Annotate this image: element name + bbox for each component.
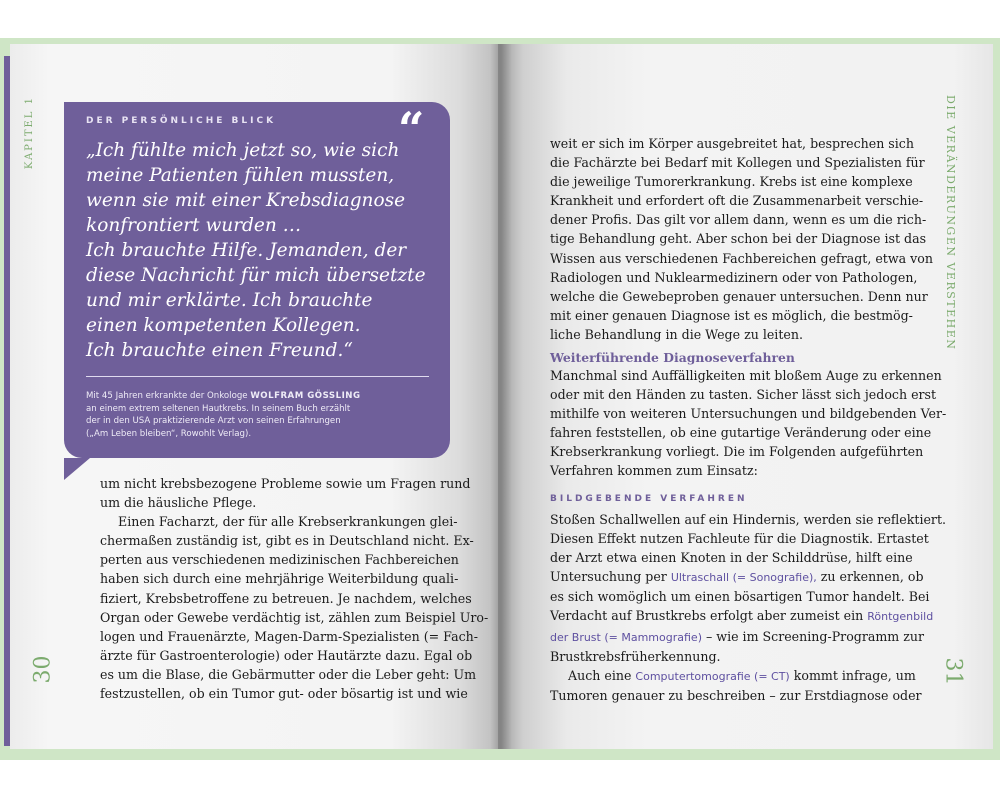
- text-run: Verdacht auf Brustkrebs erfolgt aber zumeist ein: [550, 608, 868, 624]
- text-line: Diesen Effekt nutzen Fachleute für die Diagnostik. Ertastet: [550, 531, 929, 547]
- gutter-shadow: [490, 44, 512, 749]
- text-run: – wie im Screening-Programm zur: [701, 628, 925, 644]
- text-line: Brustkrebsfrüherkennung.: [550, 648, 721, 664]
- quote-caption: [86, 390, 436, 440]
- text-line: [550, 666, 916, 686]
- text-line: die jeweilige Tumorerkrankung. Krebs ist eine komplexe: [550, 174, 913, 190]
- right-paragraph-1: [550, 134, 933, 344]
- text-line: die Fachärzte bei Bedarf mit Kollegen und Spezialisten für: [550, 155, 925, 171]
- running-head: DIE VERÄNDERUNGEN VERSTEHEN: [944, 95, 957, 351]
- text-line: ärzte für Gastroenterologie) oder Hautärzte dazu. Egal ob: [100, 647, 473, 663]
- text-line: es um die Blase, die Gebärmutter oder die Leber geht: Um: [100, 666, 477, 682]
- subsection-heading: BILDGEBENDE VERFAHREN: [550, 494, 748, 504]
- caption-line: der in den USA praktizierende Arzt von seinen Erfahrungen: [86, 416, 341, 427]
- text-line: weit er sich im Körper ausgebreitet hat, besprechen sich: [550, 136, 914, 151]
- caption-text: Mit 45 Jahren erkrankte der Onkologe: [86, 391, 251, 401]
- quote-divider: [86, 376, 429, 377]
- caption-line: („Am Leben bleiben“, Rowohlt Verlag).: [86, 428, 252, 439]
- quote-text: [86, 138, 436, 363]
- text-line: mithilfe von weiteren Untersuchungen und bildgebenden Ver-: [550, 406, 947, 422]
- left-body-text: [100, 474, 489, 703]
- text-run: Untersuchung per: [550, 569, 671, 585]
- text-run: zu erkennen, ob: [816, 569, 924, 585]
- text-line: Manchmal sind Auffälligkeiten mit bloßem Auge zu erkennen: [550, 368, 942, 383]
- quote-line: konfrontiert wurden …: [86, 215, 302, 236]
- text-line: Tumoren genauer zu beschreiben – zur Erstdiagnose oder: [550, 687, 922, 703]
- term-mammografie: der Brust (= Mammografie): [550, 630, 702, 644]
- caption-author-name: WOLFRAM GÖSSLING: [250, 391, 361, 401]
- text-line: Organ oder Gewebe verdächtig ist, zählen zum Beispiel Uro-: [100, 609, 489, 625]
- quote-line: diese Nachricht für mich übersetzte: [86, 265, 426, 286]
- term-roentgenbild: Röntgenbild: [867, 610, 934, 624]
- quotation-mark-icon: “: [398, 102, 425, 156]
- quote-line: „Ich fühlte mich jetzt so, wie sich: [86, 140, 400, 161]
- text-line: [550, 567, 924, 587]
- text-line: um nicht krebsbezogene Probleme sowie um Fragen rund: [100, 476, 471, 491]
- text-line: chermaßen zuständig ist, gibt es in Deutschland nicht. Ex-: [100, 533, 474, 549]
- text-line: Radiologen und Nuklearmedizinern oder von Pathologen,: [550, 269, 918, 285]
- quote-box-heading: DER PERSÖNLICHE BLICK: [86, 116, 277, 126]
- caption-line: an einem extrem seltenen Hautkrebs. In seinem Buch erzählt: [86, 403, 351, 414]
- quote-line: Ich brauchte Hilfe. Jemanden, der: [86, 240, 407, 261]
- caption-line: [86, 390, 436, 403]
- quote-box-tail: [64, 458, 90, 480]
- text-line: Stoßen Schallwellen auf ein Hindernis, werden sie reflektiert.: [550, 512, 947, 527]
- text-line: Wissen aus verschiedenen Fachbereichen gefragt, etwa von: [550, 250, 933, 266]
- quote-line: einen kompetenten Kollegen.: [86, 315, 361, 336]
- text-line: oder mit den Händen zu tasten. Sicher lässt sich jedoch erst: [550, 387, 937, 403]
- text-line: haben sich durch eine mehrjährige Weiterbildung quali-: [100, 571, 459, 587]
- text-line: dener Profis. Das gilt vor allem dann, wenn es um die rich-: [550, 212, 927, 228]
- text-run: kommt infrage, um: [789, 667, 916, 683]
- page-number-left: 30: [30, 655, 56, 684]
- text-line: festzustellen, ob ein Tumor gut- oder bösartig ist und wie: [100, 686, 468, 702]
- right-paragraph-2: [550, 366, 947, 481]
- quote-line: wenn sie mit einer Krebsdiagnose: [86, 190, 406, 211]
- text-run: Auch eine: [568, 667, 636, 683]
- text-line: liche Behandlung in die Wege zu leiten.: [550, 326, 803, 342]
- text-line: Einen Facharzt, der für alle Krebserkrankungen glei-: [118, 514, 458, 530]
- term-ultraschall: Ultraschall (= Sonografie),: [670, 571, 817, 585]
- text-line: Krankheit und erfordert oft die Zusammenarbeit verschie-: [550, 193, 924, 209]
- quote-line: und mir erklärte. Ich brauchte: [86, 290, 373, 311]
- right-paragraph-3: [550, 510, 947, 705]
- quote-line: Ich brauchte einen Freund.“: [86, 340, 353, 361]
- text-line: welche die Gewebeproben genauer untersuchen. Denn nur: [550, 288, 928, 304]
- section-heading: Weiterführende Diagnoseverfahren: [550, 350, 795, 365]
- text-line: [550, 606, 934, 626]
- page-number-right: 31: [940, 657, 966, 686]
- quote-line: meine Patienten fühlen mussten,: [86, 165, 395, 186]
- text-line: [550, 627, 925, 647]
- text-line: logen und Frauenärzte, Magen-Darm-Spezialisten (= Fach-: [100, 628, 478, 644]
- text-line: mit einer genauen Diagnose ist es möglich, die bestmög-: [550, 307, 913, 323]
- text-line: um die häusliche Pflege.: [100, 495, 257, 511]
- text-line: perten aus verschiedenen medizinischen Fachbereichen: [100, 552, 459, 568]
- text-line: der Arzt etwa einen Knoten in der Schilddrüse, hilft eine: [550, 550, 913, 566]
- text-line: es sich womöglich um einen bösartigen Tumor handelt. Bei: [550, 589, 930, 605]
- term-computertomografie: Computertomografie (= CT): [635, 669, 790, 683]
- text-line: tige Behandlung geht. Aber schon bei der Diagnose ist das: [550, 231, 927, 247]
- text-line: Krebserkrankung vorliegt. Die im Folgenden aufgeführten: [550, 444, 924, 460]
- text-line: fahren feststellen, ob eine gutartige Veränderung oder eine: [550, 425, 932, 441]
- text-line: Verfahren kommen zum Einsatz:: [550, 463, 758, 479]
- chapter-label: KAPITEL 1: [24, 96, 35, 170]
- text-line: fiziert, Krebsbetroffene zu betreuen. Je nachdem, welches: [100, 590, 472, 606]
